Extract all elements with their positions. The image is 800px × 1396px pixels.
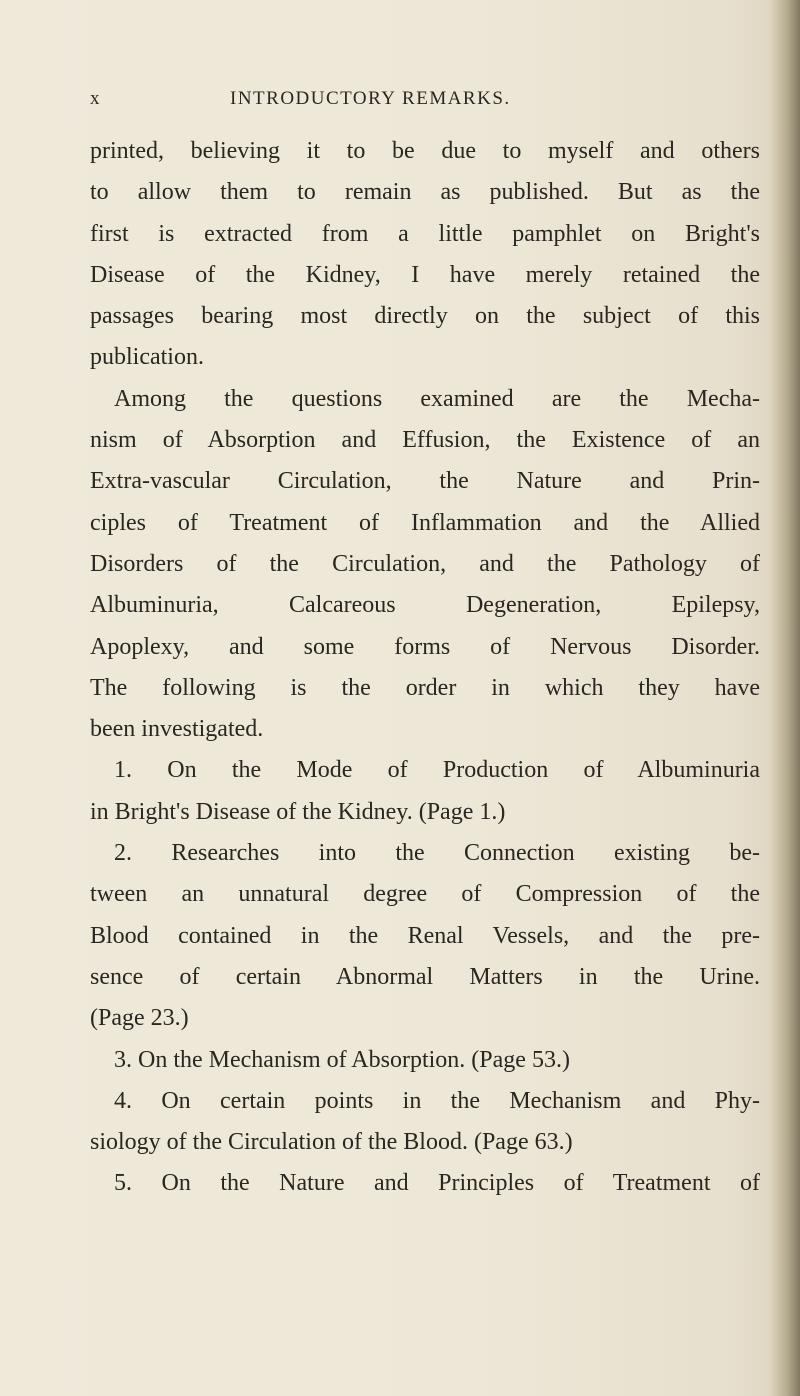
text-line: 5. On the Nature and Principles of Treatment of	[114, 1170, 760, 1197]
text-line: (Page 23.)	[90, 1005, 189, 1032]
text-line: siology of the Circulation of the Blood. (Page 63.)	[90, 1129, 573, 1156]
paragraph	[90, 1040, 760, 1081]
text-line: Blood contained in the Renal Vessels, and the pre-	[90, 922, 760, 949]
text-line: in Bright's Disease of the Kidney. (Page 1.)	[90, 798, 506, 825]
text-line: Apoplexy, and some forms of Nervous Disorder.	[90, 633, 760, 660]
text-line: 2. Researches into the Connection existing be-	[114, 840, 760, 867]
text-line: tween an unnatural degree of Compression of the	[90, 881, 760, 908]
running-head	[90, 88, 750, 118]
text-line: nism of Absorption and Effusion, the Existence of an	[90, 427, 760, 454]
paragraph	[90, 833, 760, 1039]
paragraph	[90, 1163, 760, 1204]
text-line: Albuminuria, Calcareous Degeneration, Epilepsy,	[90, 592, 760, 619]
text-line: first is extracted from a little pamphlet on Bright's	[90, 220, 760, 247]
paragraph	[90, 1081, 760, 1164]
header-title: INTRODUCTORY REMARKS.	[230, 88, 511, 109]
text-line: sence of certain Abnormal Matters in the Urine.	[90, 963, 760, 990]
text-line: The following is the order in which they have	[90, 674, 760, 701]
text-line: 3. On the Mechanism of Absorption. (Page 53.)	[114, 1046, 570, 1073]
text-line: Among the questions examined are the Mecha-	[114, 385, 760, 412]
page-number: x	[90, 88, 101, 109]
paragraph	[90, 750, 760, 833]
body-text	[90, 131, 760, 1205]
text-line: 4. On certain points in the Mechanism and Phy-	[114, 1087, 760, 1114]
text-line: 1. On the Mode of Production of Albuminuria	[114, 757, 760, 784]
text-line: publication.	[90, 344, 204, 371]
text-line: ciples of Treatment of Inflammation and the Allied	[90, 509, 760, 536]
text-line: printed, believing it to be due to myself and others	[90, 138, 760, 164]
text-line: passages bearing most directly on the subject of this	[90, 303, 760, 330]
text-line: been investigated.	[90, 716, 264, 743]
text-line: Disease of the Kidney, I have merely retained the	[90, 261, 760, 288]
text-line: Extra-vascular Circulation, the Nature and Prin-	[90, 468, 760, 495]
paragraph	[90, 131, 760, 379]
page-gutter-shadow	[770, 0, 800, 1396]
text-line: Disorders of the Circulation, and the Pathology of	[90, 550, 760, 577]
paragraph	[90, 379, 760, 751]
text-line: to allow them to remain as published. But as the	[90, 179, 760, 206]
